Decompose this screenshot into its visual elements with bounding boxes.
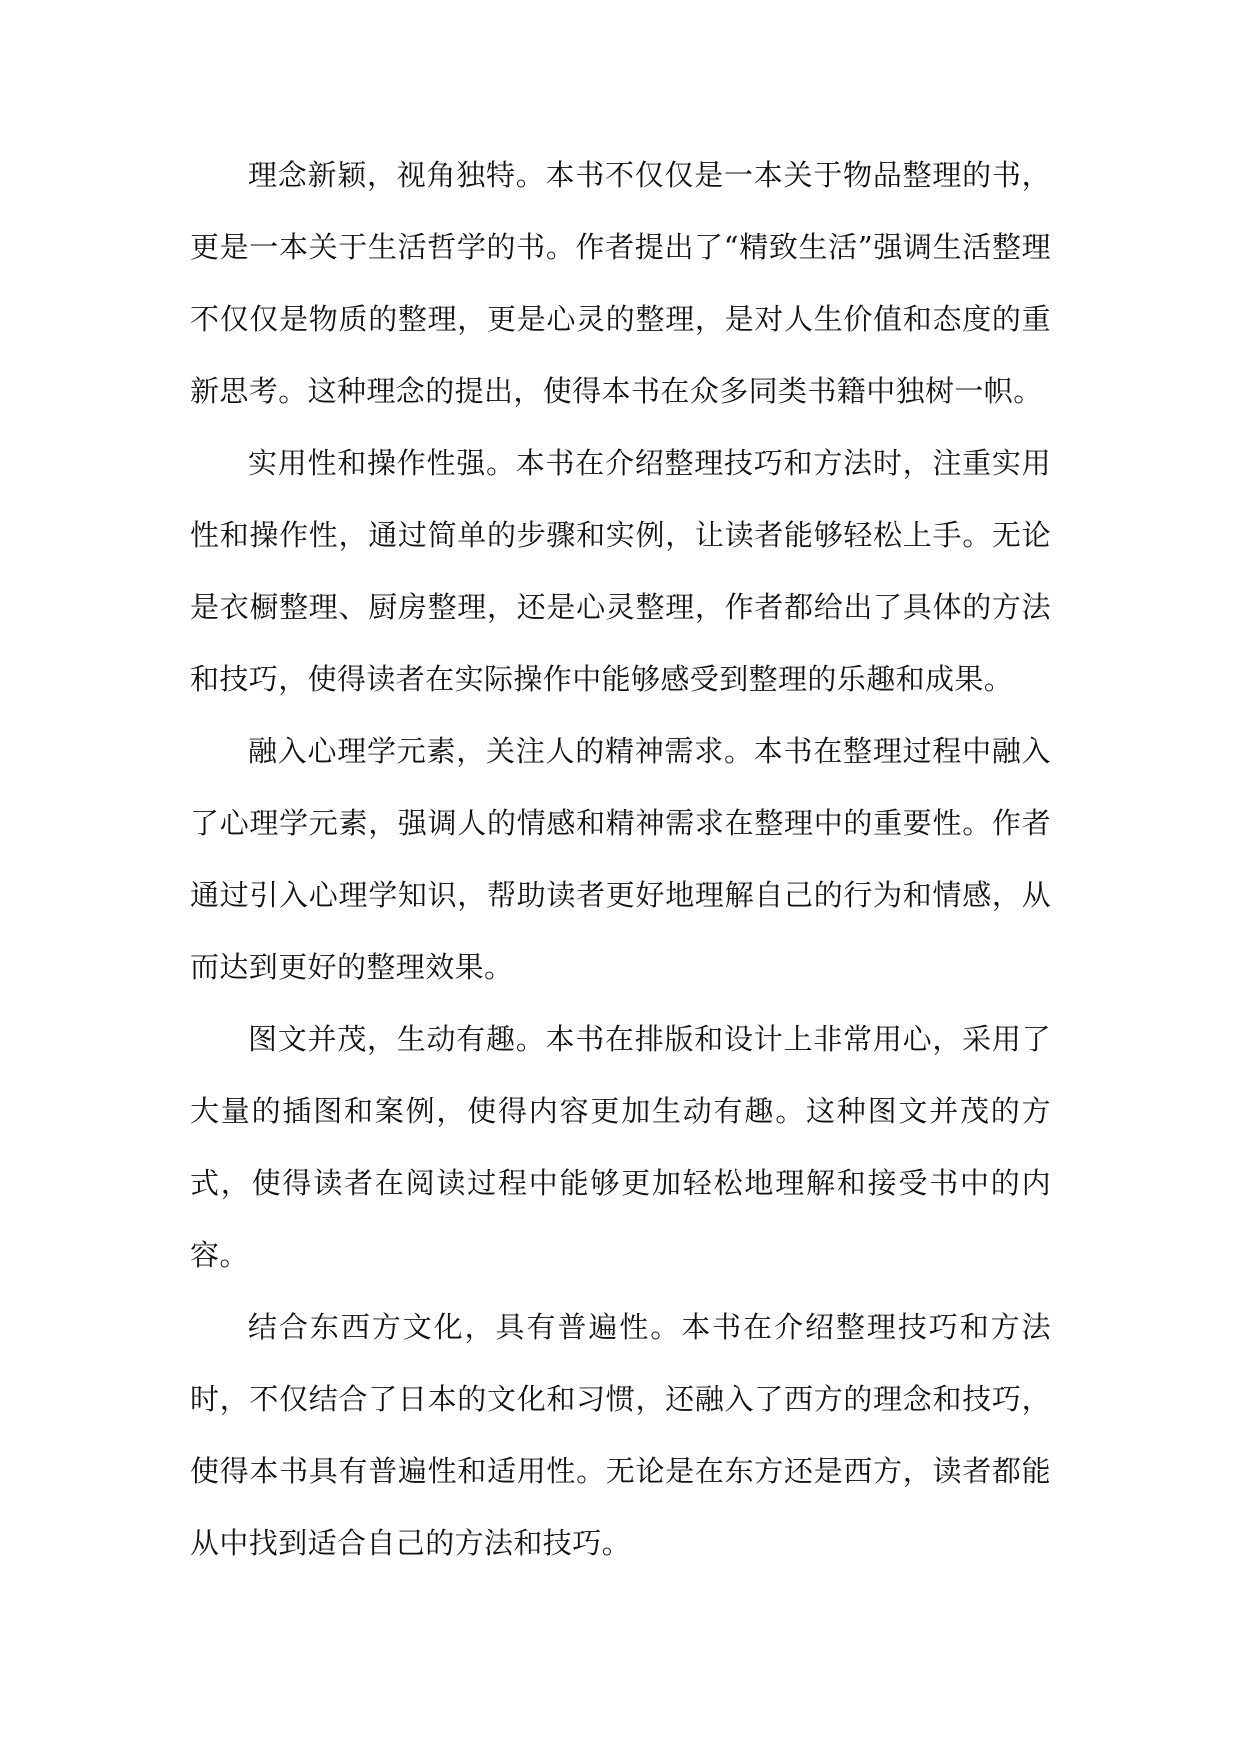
paragraph-practicality: 实用性和操作性强。本书在介绍整理技巧和方法时，注重实用性和操作性，通过简单的步骤和实例，让读者能够轻松上手。无论是衣橱整理、厨房整理，还是心灵整理，作者都给出了具体的方法和技巧，使得读者在实际操作中能够感受到整理的乐趣和成果。 xyxy=(190,446,1051,696)
paragraph-east-west-culture: 结合东西方文化，具有普遍性。本书在介绍整理技巧和方法时，不仅结合了日本的文化和习惯，还融入了西方的理念和技巧，使得本书具有普遍性和适用性。无论是在东方还是西方，读者都能从中找到适合自己的方法和技巧。 xyxy=(190,1310,1051,1560)
paragraph-illustrations: 图文并茂，生动有趣。本书在排版和设计上非常用心，采用了大量的插图和案例，使得内容更加生动有趣。这种图文并茂的方式，使得读者在阅读过程中能够更加轻松地理解和接受书中的内容。 xyxy=(190,1022,1051,1272)
document-body xyxy=(190,139,1051,1579)
paragraph-psychology: 融入心理学元素，关注人的精神需求。本书在整理过程中融入了心理学元素，强调人的情感和精神需求在整理中的重要性。作者通过引入心理学知识，帮助读者更好地理解自己的行为和情感，从而达到更好的整理效果。 xyxy=(190,734,1051,984)
paragraph-innovative-concept: 理念新颖，视角独特。本书不仅仅是一本关于物品整理的书，更是一本关于生活哲学的书。作者提出了“精致生活”强调生活整理不仅仅是物质的整理，更是心灵的整理，是对人生价值和态度的重新思考。这种理念的提出，使得本书在众多同类书籍中独树一帜。 xyxy=(190,158,1051,408)
